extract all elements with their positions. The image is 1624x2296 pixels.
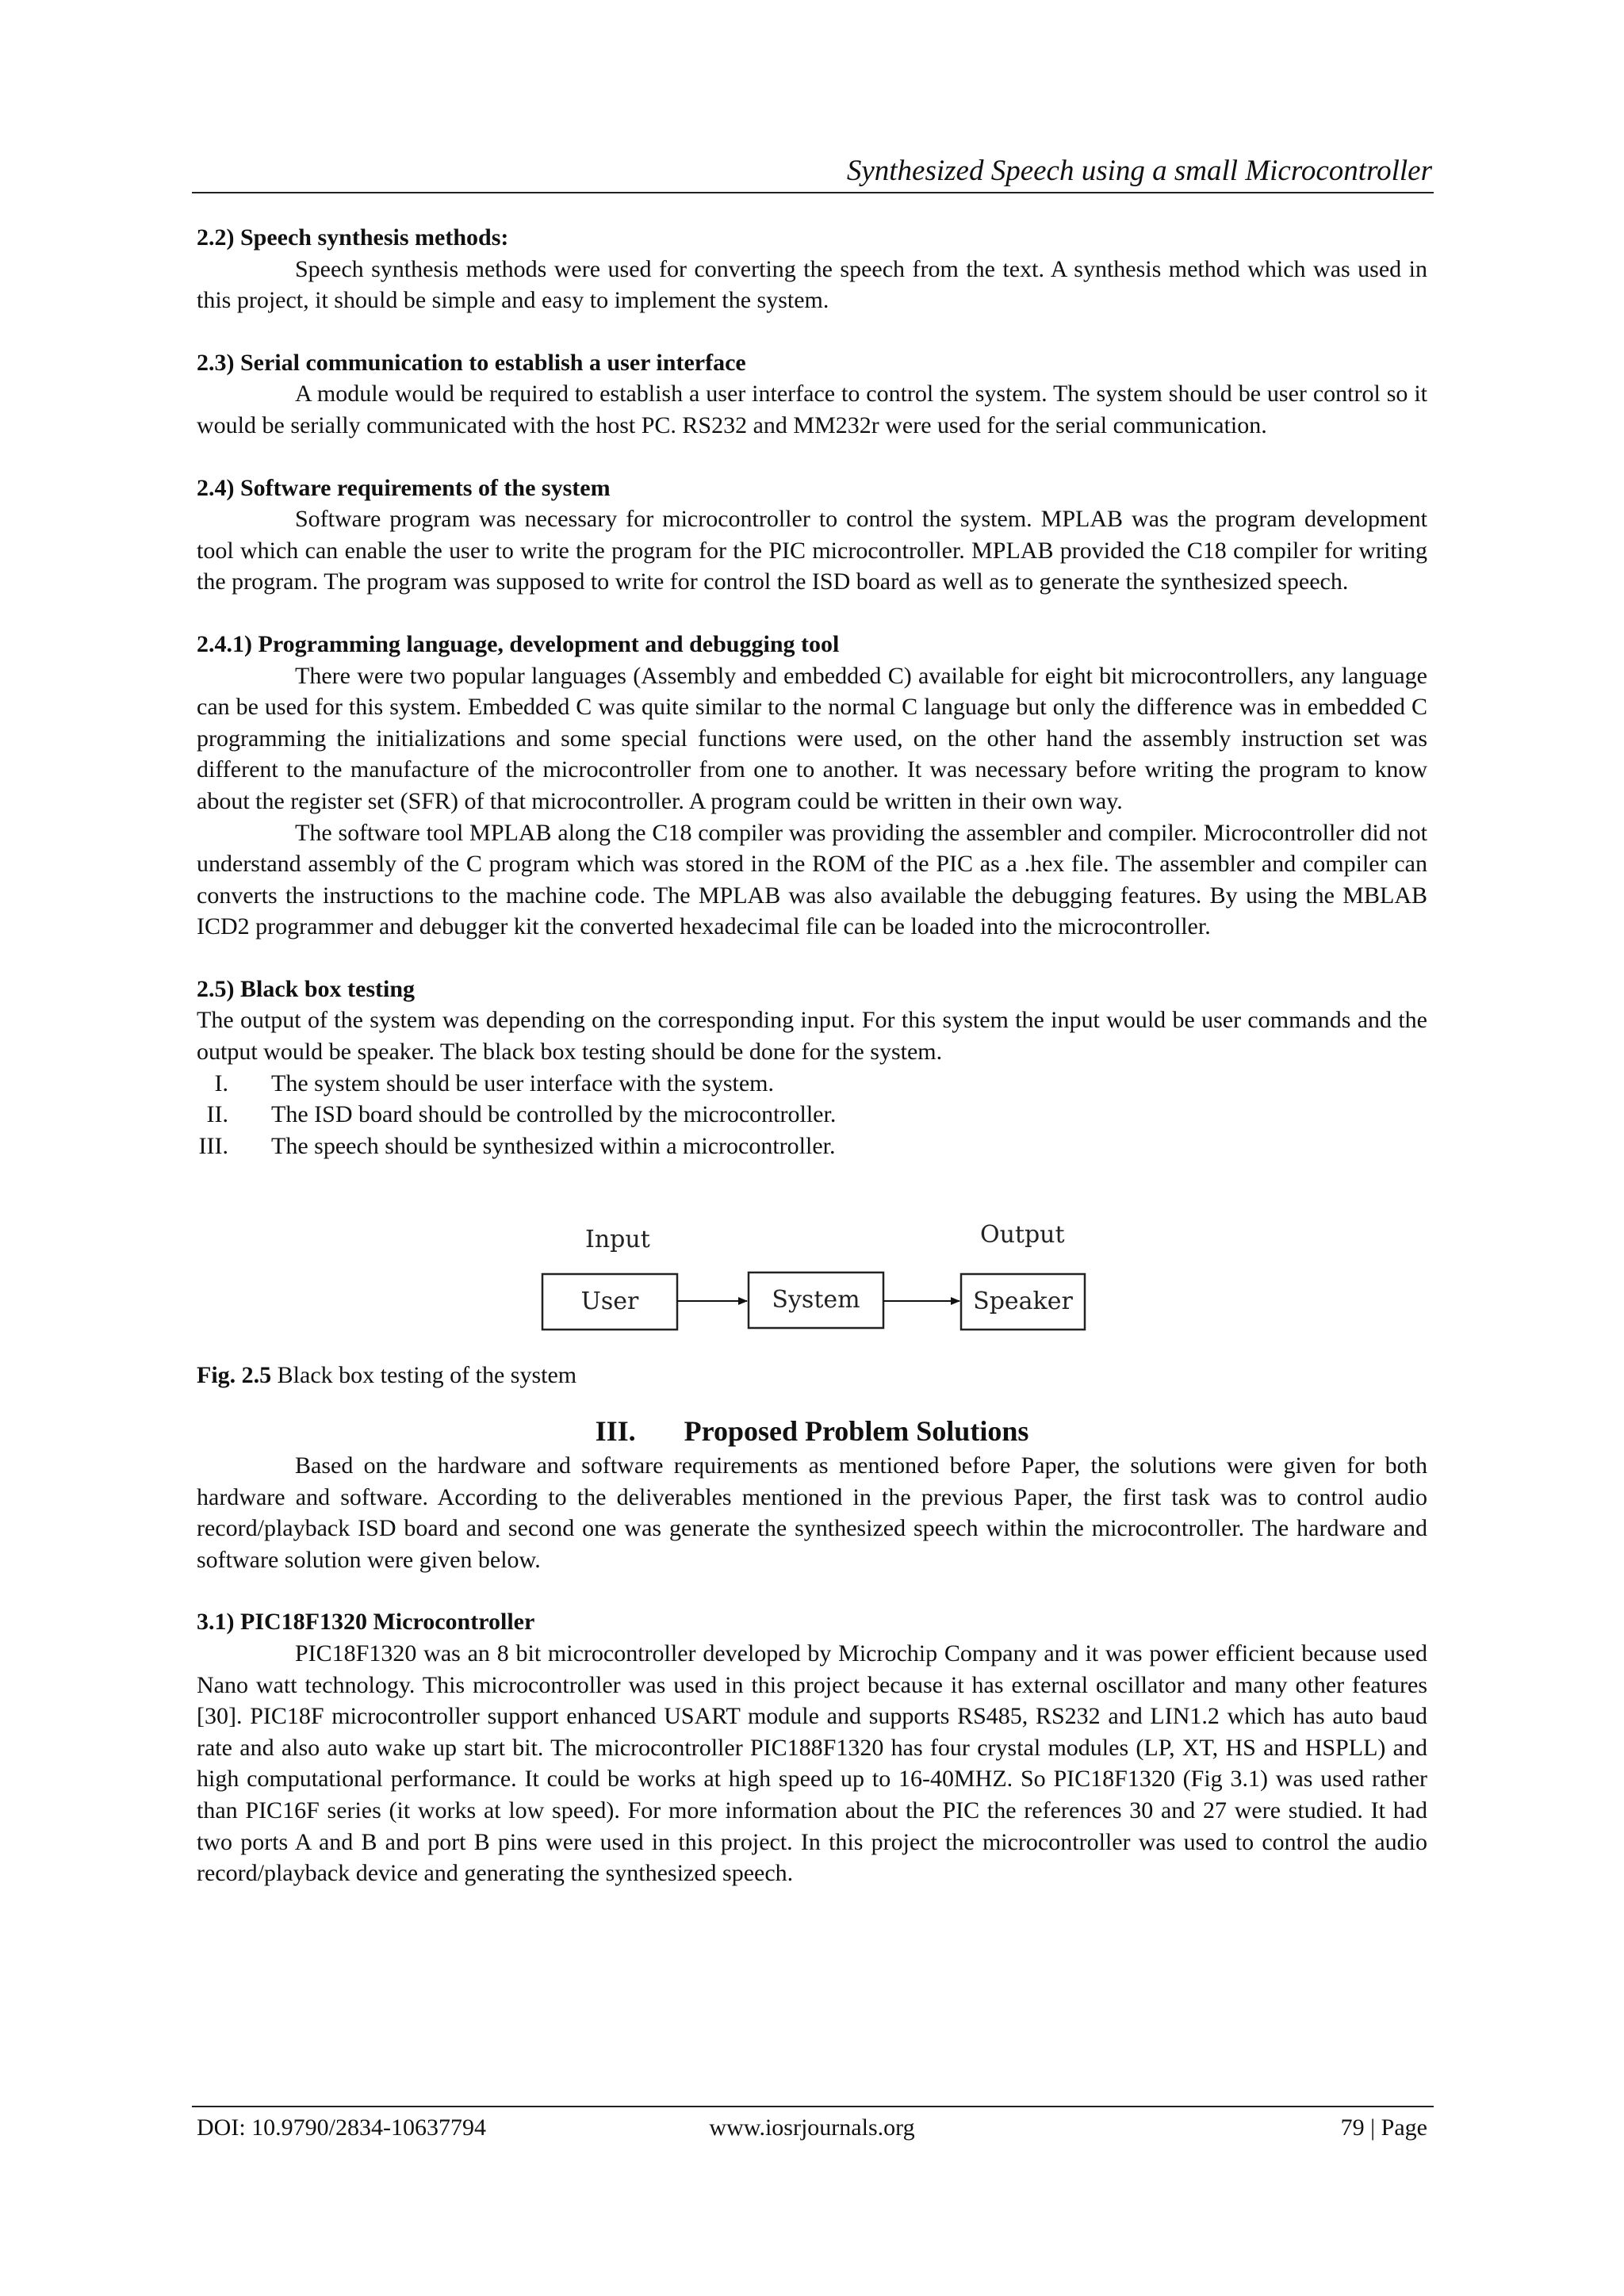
spacer: [197, 598, 1427, 629]
section-heading-3-1: 3.1) PIC18F1320 Microcontroller: [197, 1609, 535, 1636]
requirements-list: [197, 1068, 1427, 1162]
figure-caption: [197, 1360, 1427, 1391]
running-header: Synthesized Speech using a small Microcontroller: [846, 155, 1432, 187]
paragraph-2-3: A module would be required to establish a user interface to control the system. The system should be user control so it would be serially communicated with the host PC. RS232 and MM232r were used for the serial communication.: [197, 381, 1427, 438]
list-item-number: I.: [214, 1070, 228, 1096]
paragraph-2-4-1-a: There were two popular languages (Assembly and embedded C) available for eight bit microcontrollers, any language can be used for this system. Embedded C was quite similar to the normal C language but only the difference was in embedded C programming the initializations and some special functions were used, on the other hand the assembly instruction set was different to the manufacture of the microcontroller from one to another. It was necessary before writing the program to know about the register set (SFR) of that microcontroller. A program could be written in their own way.: [197, 662, 1427, 814]
figure-caption-text: Black box testing of the system: [271, 1362, 577, 1389]
section-heading-2-5: 2.5) Black box testing: [197, 975, 416, 1002]
list-item-text: The speech should be synthesized within a microcontroller.: [271, 1132, 836, 1159]
list-item: [197, 1099, 1427, 1131]
footer-divider: [192, 2106, 1434, 2107]
section-number: III.: [595, 1415, 636, 1448]
spacer: [197, 442, 1427, 473]
paragraph-2-5: The output of the system was depending on the corresponding input. For this system the input would be user commands and the output would be speaker. The black box testing should be done for the system.: [197, 1007, 1427, 1066]
paragraph-2-4-1-b: The software tool MPLAB along the C18 compiler was providing the assembler and compiler. Microcontroller did not understand assembly of the C program which was stored in the ROM of the PIC as a .hex file. The assembler and compiler can converts the instructions to the machine code. The MPLAB was also available the debugging features. By using the MBLAB ICD2 programmer and debugger kit the converted hexadecimal file can be loaded into the microcontroller.: [197, 819, 1427, 940]
block-diagram: [197, 1190, 1427, 1360]
section-heading-2-2: 2.2) Speech synthesis methods:: [197, 224, 509, 251]
list-item-text: The system should be user interface with the system.: [271, 1070, 775, 1096]
list-item-number: II.: [206, 1101, 228, 1128]
list-item: [197, 1131, 1427, 1162]
list-item: [197, 1068, 1427, 1100]
footer-doi: DOI: 10.9790/2834-10637794: [197, 2114, 486, 2141]
section-heading-2-3: 2.3) Serial communication to establish a user interface: [197, 349, 746, 376]
diagram-text-user: User: [580, 1288, 639, 1316]
section-title-text: Proposed Problem Solutions: [684, 1415, 1029, 1448]
diagram-label-output: Output: [980, 1221, 1065, 1249]
figure-caption-label: Fig. 2.5: [197, 1362, 272, 1389]
paragraph-2-4: Software program was necessary for microcontroller to control the system. MPLAB was the program development tool which can enable the user to write the program for the PIC microcontroller. MPLAB provided the C18 compiler for writing the program. The program was supposed to write for control the ISD board as well as to generate the synthesized speech.: [197, 506, 1427, 595]
footer-website: www.iosrjournals.org: [709, 2114, 915, 2141]
figure-black-box: [197, 1190, 1427, 1360]
header-divider: [192, 192, 1434, 193]
diagram-text-system: System: [772, 1286, 860, 1314]
spacer: [197, 1575, 1427, 1606]
body-content: [197, 222, 1427, 1889]
paragraph-2-2: Speech synthesis methods were used for converting the speech from the text. A synthesis method which was used in this project, it should be simple and easy to implement the system.: [197, 255, 1427, 314]
section-heading-2-4: 2.4) Software requirements of the system: [197, 474, 611, 501]
footer-page-number: 79 | Page: [1340, 2114, 1427, 2141]
paragraph-3: Based on the hardware and software requirements as mentioned before Paper, the solutions were given for both hardware and software. According to the deliverables mentioned in the previous Paper, the first task was to control audio record/playback ISD board and second one was generate the synthesized speech within the microcontroller. The hardware and software solution were given below.: [197, 1452, 1427, 1573]
spacer: [197, 943, 1427, 974]
diagram-label-input: Input: [585, 1226, 650, 1254]
list-item-number: III.: [198, 1132, 228, 1159]
section-title-3: [197, 1412, 1427, 1450]
diagram-text-speaker: Speaker: [973, 1288, 1073, 1316]
paragraph-3-1: PIC18F1320 was an 8 bit microcontroller developed by Microchip Company and it was power efficient because used Nano watt technology. This microcontroller was used in this project because it has external oscillator and many other features [30]. PIC18F microcontroller support enhanced USART module and supports RS485, RS232 and LIN1.2 which has auto baud rate and also auto wake up start bit. The microcontroller PIC188F1320 has four crystal modules (LP, XT, HS and HSPLL) and high computational performance. It could be works at high speed up to 16-40MHZ. So PIC18F1320 (Fig 3.1) was used rather than PIC16F series (it works at low speed). For more information about the PIC the references 30 and 27 were studied. It had two ports A and B and port B pins were used in this project. In this project the microcontroller was used to control the audio record/playback device and generating the synthesized speech.: [197, 1640, 1427, 1887]
list-item-text: The ISD board should be controlled by the microcontroller.: [271, 1101, 837, 1128]
spacer: [197, 316, 1427, 347]
section-heading-2-4-1: 2.4.1) Programming language, development and debugging tool: [197, 630, 840, 657]
